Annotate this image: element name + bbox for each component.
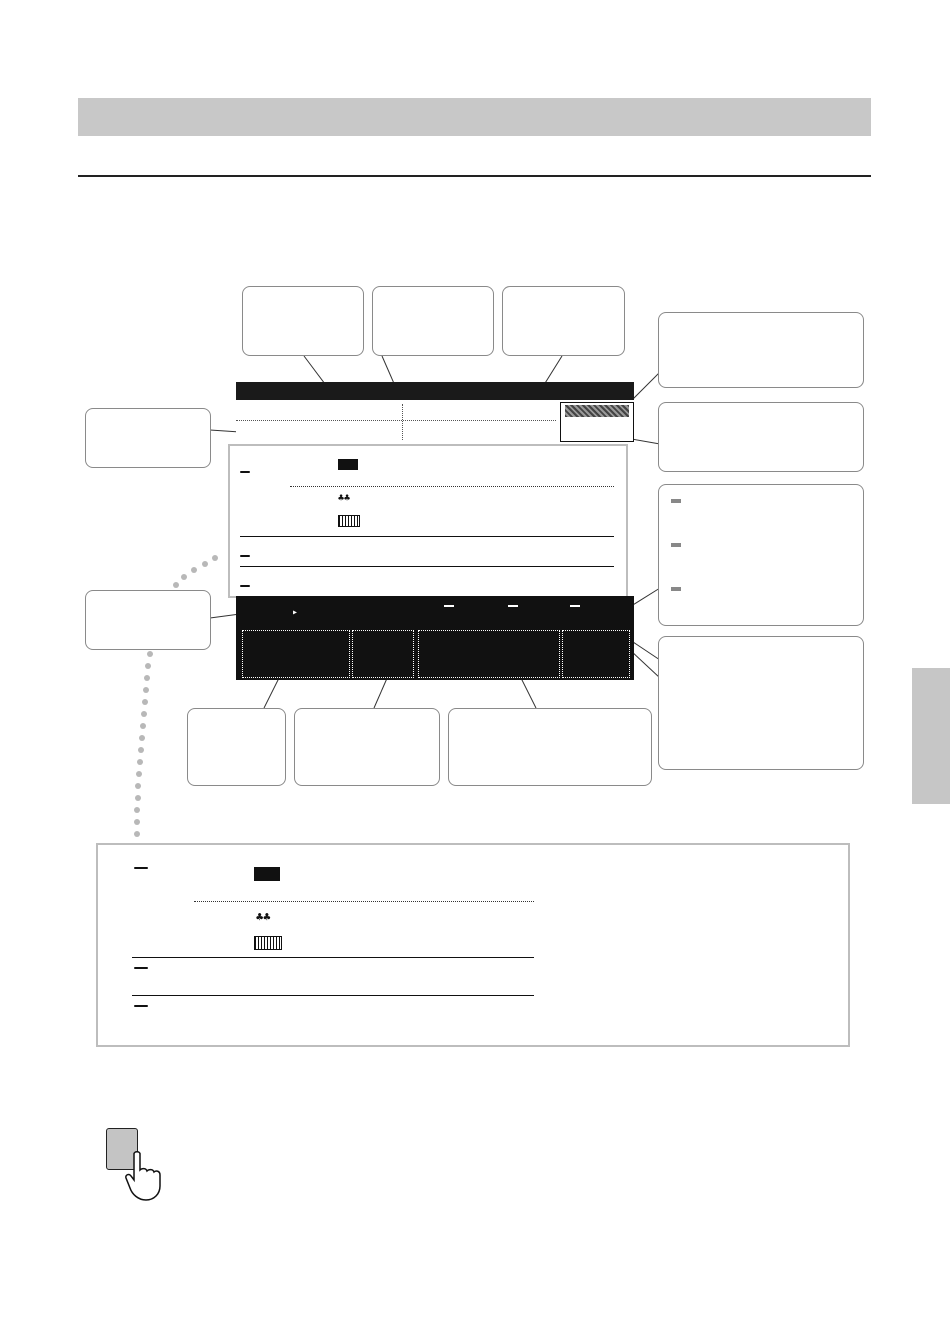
callout-function-indicators: [658, 484, 864, 626]
enlarge-voice-tag: [134, 867, 148, 869]
enlarge-style-tag: [134, 967, 148, 969]
usb-indicator: [560, 402, 634, 442]
lcd-row-1: [236, 400, 556, 421]
ndb-arrow-icon: ▸: [292, 607, 299, 618]
callout-regist-bank: [294, 708, 440, 786]
callout-play-part: [448, 708, 652, 786]
style-tag: [240, 542, 250, 561]
lcd-display: [236, 382, 634, 680]
touch-indicator: [508, 605, 518, 607]
pointing-hand-icon: [124, 1150, 168, 1202]
touch-indicator-icon: [671, 543, 681, 547]
callout-upper-octave: [502, 286, 625, 356]
song-tag: [240, 572, 250, 591]
callout-regist-acmp: [658, 636, 864, 770]
enlarge-style-separator: [132, 957, 534, 958]
harmony-indicator-icon: [671, 499, 681, 503]
callout-measure: [372, 286, 494, 356]
lcd-title: [236, 382, 634, 400]
keyboard-icon: [338, 515, 360, 527]
lcd-divider: [402, 404, 404, 440]
callout-tempo: [85, 408, 211, 468]
song-separator: [240, 566, 614, 567]
enlarge-dotted-separator: [194, 901, 534, 902]
panel-enlargement: [96, 843, 850, 1047]
lcd-bottom-strip: [236, 596, 634, 680]
regist-acmp-box: [562, 630, 630, 678]
enlarge-song-separator: [132, 995, 534, 996]
sustain-indicator: [570, 605, 580, 607]
callout-ab-repeat: [658, 402, 864, 472]
callout-usb: [658, 312, 864, 388]
chord-box: [242, 630, 350, 678]
enlarge-strings-icon: ♣♣: [256, 910, 271, 924]
enlarge-piano-icon: [254, 867, 280, 881]
dotted-separator: [290, 486, 614, 487]
play-part-box: [418, 630, 560, 678]
callout-chord: [187, 708, 286, 786]
callout-transpose: [242, 286, 364, 356]
harmony-indicator: [444, 605, 454, 607]
lcd-row-2: [236, 422, 556, 442]
piano-icon: [338, 459, 358, 470]
style-separator: [240, 536, 614, 537]
usb-label: [565, 405, 629, 417]
voice-style-song-panel: [228, 444, 628, 598]
sustain-indicator-icon: [671, 587, 681, 591]
regist-bank-box: [352, 630, 414, 678]
enlarge-keyboard-icon: [254, 936, 282, 950]
voice-tag: [240, 458, 250, 477]
enlarge-song-tag: [134, 1005, 148, 1007]
callout-ndb: [85, 590, 211, 650]
strings-icon: ♣♣: [338, 493, 351, 504]
